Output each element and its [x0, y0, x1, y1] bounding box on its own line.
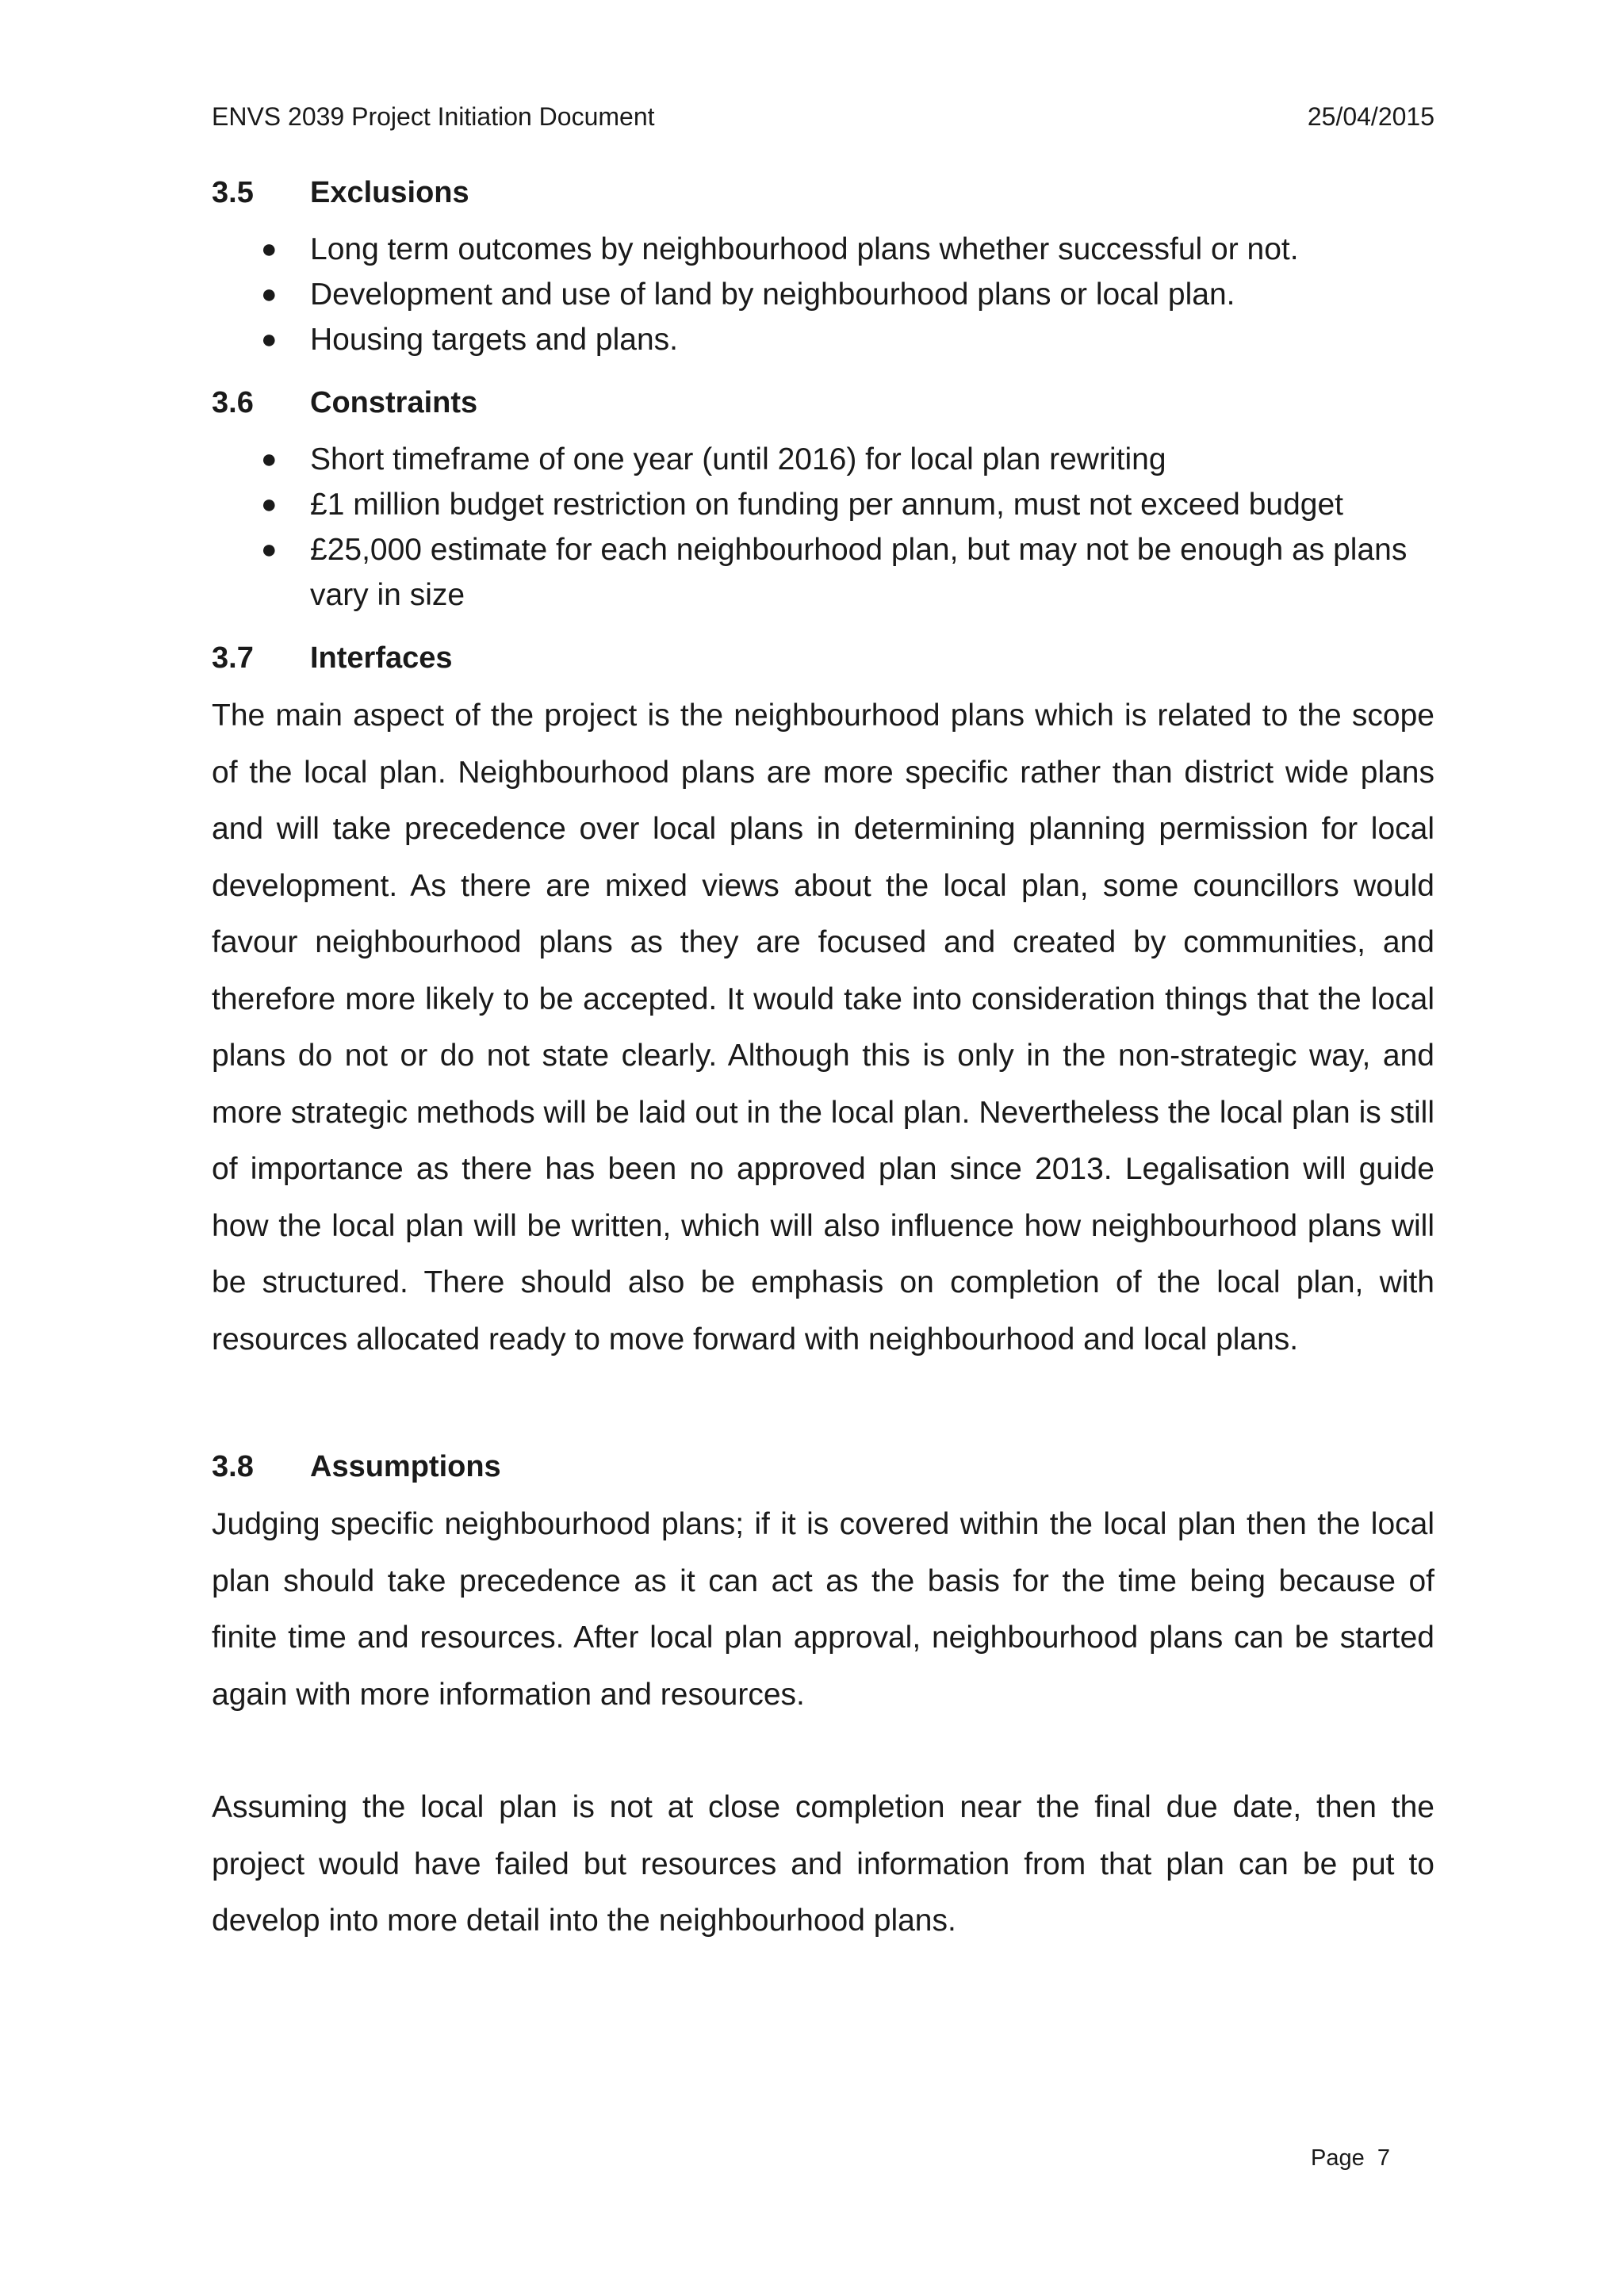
section-title: Interfaces — [310, 641, 453, 675]
interfaces-paragraph: The main aspect of the project is the neighbourhood plans which is related to the scope of the local plan. Neighbourhood plans are more specific rather than district wide plans and will take precedence over local plans in determining planning permission for local development. As there are mixed views about the local plan, some councillors would favour neighbourhood plans as they are focused and created by communities, and therefore more likely to be accepted. It would take into consideration things that the local plans do not or do not state clearly. Although this is only in the non-strategic way, and more strategic methods will be laid out in the local plan. Nevertheless the local plan is still of importance as there has been no approved plan since 2013. Legalisation will guide how the local plan will be written, which will also influence how neighbourhood plans will be structured. There should also be emphasis on completion of the local plan, with resources allocated ready to move forward with neighbourhood and local plans. — [212, 698, 1434, 1357]
section-heading-exclusions — [212, 173, 1434, 212]
bullet-icon: ● — [261, 279, 278, 309]
assumptions-paragraph: Judging specific neighbourhood plans; if it is covered within the local plan then the local plan should take precedence as it can act as the basis for the time being because of finite time and resources. After local plan approval, neighbourhood plans can be started again with more information and resources. — [212, 1507, 1434, 1712]
list-item: ● Housing targets and plans. — [212, 317, 1434, 362]
bullet-icon: ● — [261, 534, 278, 564]
document-title: ENVS 2039 Project Initiation Document — [212, 102, 655, 131]
section-number: 3.6 — [212, 386, 254, 419]
section-number: 3.7 — [212, 641, 254, 675]
bullet-icon: ● — [261, 324, 278, 354]
exclusions-list — [212, 227, 1434, 362]
section-title: Constraints — [310, 386, 478, 419]
list-item: ● Long term outcomes by neighbourhood plans whether successful or not. — [212, 227, 1434, 272]
section-heading-constraints — [212, 383, 1434, 423]
constraints-list — [212, 437, 1434, 618]
bullet-icon: ● — [261, 234, 278, 264]
page-label: Page — [1311, 2145, 1365, 2171]
section-number: 3.8 — [212, 1450, 254, 1483]
list-item: ● Short timeframe of one year (until 2016) for local plan rewriting — [212, 437, 1434, 482]
list-item: ● Development and use of land by neighbourhood plans or local plan. — [212, 272, 1434, 317]
bullet-icon: ● — [261, 444, 278, 474]
page-content — [212, 173, 1434, 1950]
section-title: Assumptions — [310, 1450, 501, 1483]
section-heading-assumptions — [212, 1447, 1434, 1487]
assumptions-paragraph: Assuming the local plan is not at close completion near the final due date, then the project would have failed but resources and information from that plan can be put to develop into more detail into the neighbourhood plans. — [212, 1790, 1434, 1938]
list-item: ● £1 million budget restriction on funding per annum, must not exceed budget — [212, 482, 1434, 527]
bullet-icon: ● — [261, 489, 278, 519]
document-date: 25/04/2015 — [1307, 102, 1434, 131]
list-item: ● £25,000 estimate for each neighbourhood plan, but may not be enough as plans vary in size — [212, 527, 1434, 618]
section-title: Exclusions — [310, 176, 469, 209]
section-heading-interfaces — [212, 638, 1434, 678]
page-number: 7 — [1377, 2145, 1390, 2171]
page-footer — [1311, 2144, 1390, 2172]
section-number: 3.5 — [212, 176, 254, 209]
